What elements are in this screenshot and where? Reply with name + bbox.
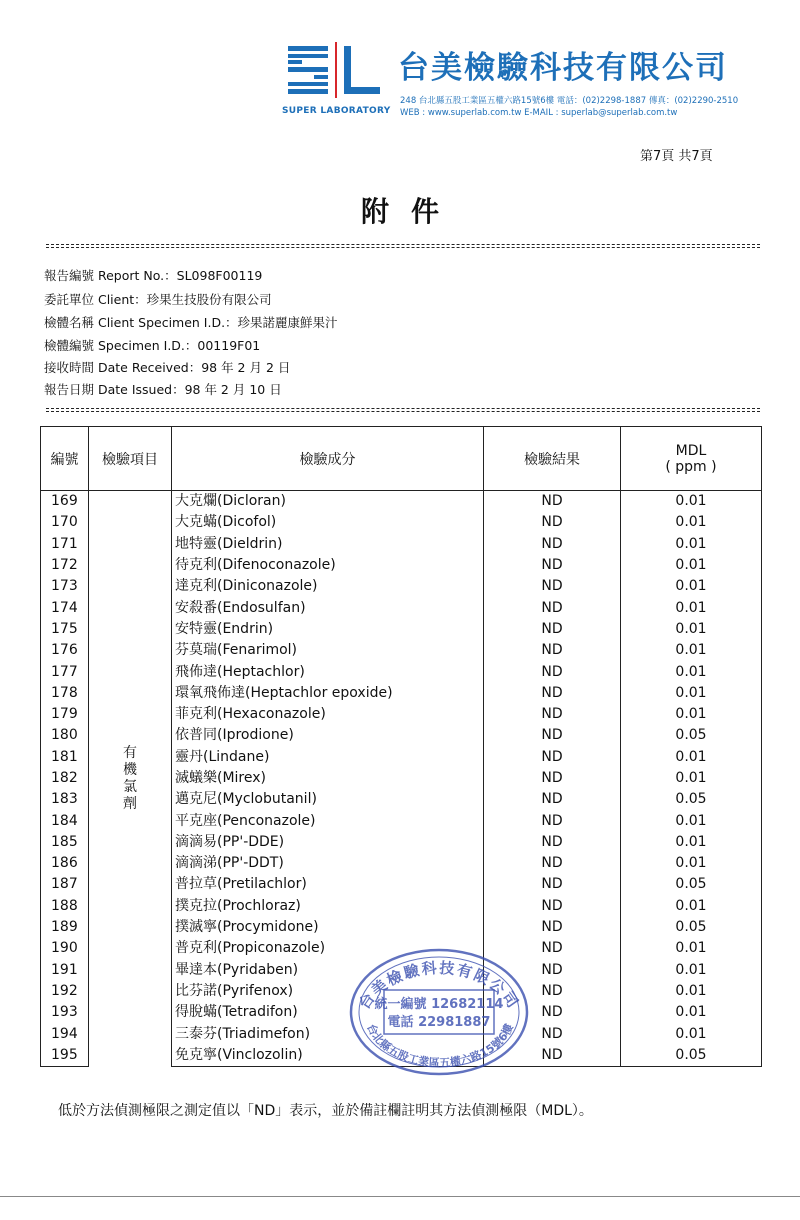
component-name: 菲克利(Hexaconazole) <box>172 704 484 725</box>
logo-subtitle: SUPER LABORATORY <box>282 106 391 116</box>
result-value: ND <box>484 1023 621 1044</box>
mdl-value: 0.01 <box>621 512 762 533</box>
component-name: 靈丹(Lindane) <box>172 747 484 768</box>
component-name: 撲克拉(Prochloraz) <box>172 896 484 917</box>
row-number: 181 <box>41 747 89 768</box>
result-value: ND <box>484 938 621 959</box>
component-name: 滴滴易(PP'-DDE) <box>172 832 484 853</box>
row-number: 188 <box>41 896 89 917</box>
header-item: 檢驗項目 <box>89 427 172 491</box>
date-received: 接收時間 Date Received：98 年 2 月 2 日 <box>44 360 291 375</box>
result-value: ND <box>484 576 621 597</box>
company-logo <box>284 40 384 102</box>
component-name: 得脫蟎(Tetradifon) <box>172 1002 484 1023</box>
row-number: 169 <box>41 491 89 513</box>
component-name: 達克利(Diniconazole) <box>172 576 484 597</box>
mdl-value: 0.05 <box>621 725 762 746</box>
footnote: 低於方法偵測極限之測定值以「ND」表示，並於備註欄註明其方法偵測極限（MDL）。 <box>58 1103 593 1119</box>
mdl-value: 0.01 <box>621 810 762 831</box>
mdl-value: 0.01 <box>621 704 762 725</box>
result-value: ND <box>484 597 621 618</box>
component-name: 三泰芬(Triadimefon) <box>172 1023 484 1044</box>
component-name: 比芬諾(Pyrifenox) <box>172 981 484 1002</box>
mdl-value: 0.01 <box>621 1023 762 1044</box>
result-value: ND <box>484 555 621 576</box>
row-number: 171 <box>41 534 89 555</box>
client-specimen-id: 檢體名稱 Client Specimen I.D.：珍果諾麗康鮮果汁 <box>44 315 338 330</box>
row-number: 191 <box>41 960 89 981</box>
row-number: 183 <box>41 789 89 810</box>
row-number: 180 <box>41 725 89 746</box>
header-no: 編號 <box>41 427 89 491</box>
mdl-value: 0.01 <box>621 619 762 640</box>
result-value: ND <box>484 704 621 725</box>
mdl-value: 0.01 <box>621 832 762 853</box>
component-name: 安殺番(Endosulfan) <box>172 597 484 618</box>
result-value: ND <box>484 512 621 533</box>
row-number: 192 <box>41 981 89 1002</box>
mdl-value: 0.05 <box>621 1045 762 1067</box>
result-value: ND <box>484 768 621 789</box>
mdl-value: 0.01 <box>621 597 762 618</box>
component-name: 邁克尼(Myclobutanil) <box>172 789 484 810</box>
component-name: 畢達本(Pyridaben) <box>172 960 484 981</box>
mdl-value: 0.01 <box>621 960 762 981</box>
mdl-value: 0.01 <box>621 661 762 682</box>
component-name: 普克利(Propiconazole) <box>172 938 484 959</box>
result-value: ND <box>484 874 621 895</box>
category-char: 劑 <box>123 795 137 812</box>
result-value: ND <box>484 661 621 682</box>
row-number: 185 <box>41 832 89 853</box>
component-name: 普拉草(Pretilachlor) <box>172 874 484 895</box>
header-mdl-label: MDL <box>675 442 707 459</box>
mdl-value: 0.01 <box>621 555 762 576</box>
header-mdl-unit: ( ppm ) <box>665 458 717 475</box>
mdl-value: 0.01 <box>621 1002 762 1023</box>
row-number: 172 <box>41 555 89 576</box>
component-name: 滴滴涕(PP'-DDT) <box>172 853 484 874</box>
mdl-value: 0.01 <box>621 747 762 768</box>
report-number: 報告編號 Report No.：SL098F00119 <box>44 268 263 283</box>
result-value: ND <box>484 1045 621 1067</box>
result-value: ND <box>484 619 621 640</box>
double-dashed-divider <box>46 408 760 412</box>
row-number: 174 <box>41 597 89 618</box>
result-value: ND <box>484 491 621 513</box>
header-mdl <box>621 427 762 491</box>
seal-line1: 統一編號 12682114 <box>374 997 504 1012</box>
component-name: 環氧飛佈達(Heptachlor epoxide) <box>172 683 484 704</box>
row-number: 179 <box>41 704 89 725</box>
component-name: 安特靈(Endrin) <box>172 619 484 640</box>
date-issued: 報告日期 Date Issued：98 年 2 月 10 日 <box>44 382 282 397</box>
row-number: 186 <box>41 853 89 874</box>
row-number: 178 <box>41 683 89 704</box>
page-bottom-line <box>0 1196 800 1197</box>
row-number: 193 <box>41 1002 89 1023</box>
component-name: 待克利(Difenoconazole) <box>172 555 484 576</box>
result-value: ND <box>484 789 621 810</box>
row-number: 173 <box>41 576 89 597</box>
mdl-value: 0.01 <box>621 683 762 704</box>
category-char: 氯 <box>123 778 137 795</box>
company-address: 248 台北縣五股工業區五權六路15號6樓 電話：(02)2298-1887 傳真：(02)2290-2510 <box>400 96 739 106</box>
mdl-value: 0.01 <box>621 853 762 874</box>
component-name: 芬莫瑞(Fenarimol) <box>172 640 484 661</box>
header-component: 檢驗成分 <box>172 427 484 491</box>
company-web-email: WEB : www.superlab.com.tw E-MAIL : superlab@superlab.com.tw <box>400 108 678 118</box>
result-value: ND <box>484 832 621 853</box>
company-name: 台美檢驗科技有限公司 <box>398 50 728 86</box>
component-name: 依普同(Iprodione) <box>172 725 484 746</box>
mdl-value: 0.01 <box>621 768 762 789</box>
result-value: ND <box>484 725 621 746</box>
result-value: ND <box>484 896 621 917</box>
result-value: ND <box>484 917 621 938</box>
component-name: 飛佈達(Heptachlor) <box>172 661 484 682</box>
page-title: 附件 <box>360 195 461 228</box>
component-name: 地特靈(Dieldrin) <box>172 534 484 555</box>
mdl-value: 0.01 <box>621 896 762 917</box>
mdl-value: 0.05 <box>621 789 762 810</box>
result-value: ND <box>484 534 621 555</box>
double-dashed-divider <box>46 244 760 248</box>
client: 委託單位 Client：珍果生技股份有限公司 <box>44 292 272 307</box>
seal-line2: 電話 22981887 <box>387 1015 491 1030</box>
row-number: 190 <box>41 938 89 959</box>
row-number: 187 <box>41 874 89 895</box>
specimen-id: 檢體編號 Specimen I.D.：00119F01 <box>44 338 261 353</box>
component-name: 滅蟻樂(Mirex) <box>172 768 484 789</box>
row-number: 184 <box>41 810 89 831</box>
seal-outer-text: 台美檢驗科技有限公司 <box>355 958 523 1013</box>
mdl-value: 0.01 <box>621 938 762 959</box>
category-char: 有 <box>123 744 137 761</box>
mdl-value: 0.01 <box>621 491 762 513</box>
component-name: 大克爛(Dicloran) <box>172 491 484 513</box>
component-name: 大克蟎(Dicofol) <box>172 512 484 533</box>
row-number: 175 <box>41 619 89 640</box>
mdl-value: 0.01 <box>621 640 762 661</box>
mdl-value: 0.05 <box>621 874 762 895</box>
result-value: ND <box>484 810 621 831</box>
result-value: ND <box>484 981 621 1002</box>
category-cell <box>89 491 172 1067</box>
table-header-row <box>41 427 762 491</box>
row-number: 170 <box>41 512 89 533</box>
row-number: 177 <box>41 661 89 682</box>
result-value: ND <box>484 640 621 661</box>
mdl-value: 0.01 <box>621 576 762 597</box>
category-char: 機 <box>123 761 137 778</box>
result-value: ND <box>484 960 621 981</box>
row-number: 189 <box>41 917 89 938</box>
page-indicator: 第7頁 共7頁 <box>640 149 713 164</box>
row-number: 182 <box>41 768 89 789</box>
result-value: ND <box>484 747 621 768</box>
component-name: 平克座(Penconazole) <box>172 810 484 831</box>
company-seal-stamp <box>344 942 534 1082</box>
mdl-value: 0.01 <box>621 534 762 555</box>
mdl-value: 0.05 <box>621 917 762 938</box>
mdl-value: 0.01 <box>621 981 762 1002</box>
row-number: 176 <box>41 640 89 661</box>
result-value: ND <box>484 683 621 704</box>
header-result: 檢驗結果 <box>484 427 621 491</box>
component-name: 免克寧(Vinclozolin) <box>172 1045 484 1067</box>
row-number: 195 <box>41 1045 89 1067</box>
table-row <box>41 491 762 513</box>
seal-bottom-text: 台北縣五股工業區五權六路15號6樓 <box>364 1021 516 1070</box>
result-value: ND <box>484 853 621 874</box>
row-number: 194 <box>41 1023 89 1044</box>
result-value: ND <box>484 1002 621 1023</box>
component-name: 撲滅寧(Procymidone) <box>172 917 484 938</box>
